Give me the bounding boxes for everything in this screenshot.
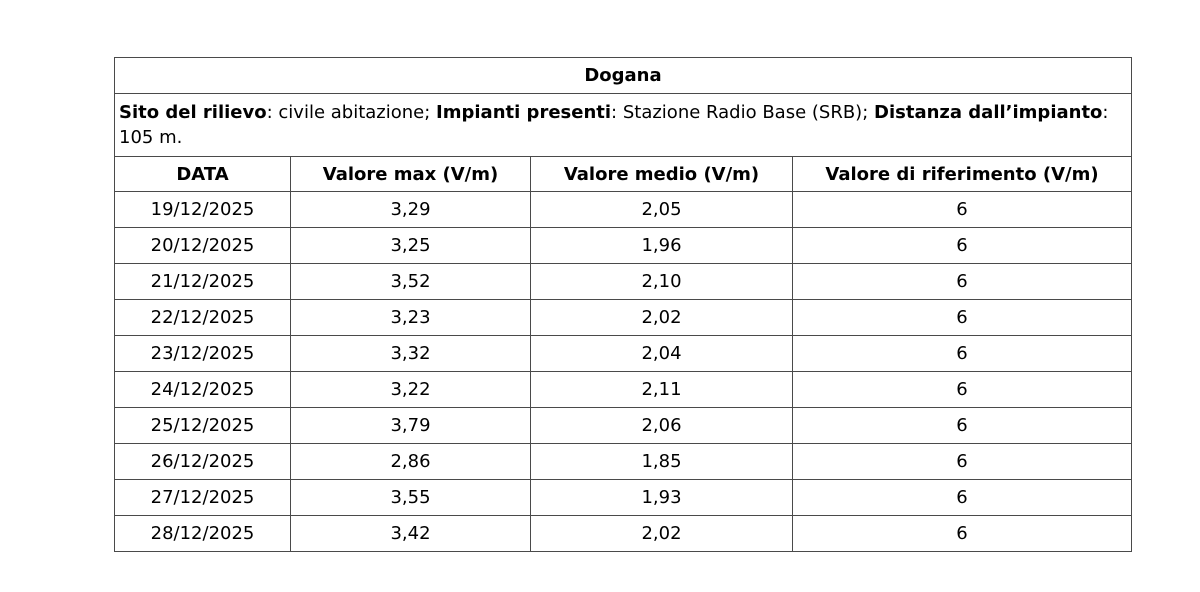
cell-date: 20/12/2025 — [115, 228, 291, 264]
table-row — [115, 408, 1132, 444]
cell-mean: 2,02 — [531, 300, 793, 336]
cell-mean: 2,06 — [531, 408, 793, 444]
measurement-table — [114, 57, 1132, 552]
column-header-max: Valore max (V/m) — [291, 157, 531, 192]
plants-label: Impianti presenti — [436, 102, 612, 123]
cell-reference: 6 — [793, 444, 1132, 480]
cell-max: 3,55 — [291, 480, 531, 516]
cell-mean: 2,10 — [531, 264, 793, 300]
title-row — [115, 58, 1132, 94]
cell-reference: 6 — [793, 480, 1132, 516]
column-header-reference: Valore di riferimento (V/m) — [793, 157, 1132, 192]
distance-label: Distanza dall’impianto — [874, 102, 1103, 123]
site-label: Sito del rilievo — [119, 102, 267, 123]
table-row — [115, 336, 1132, 372]
cell-date: 23/12/2025 — [115, 336, 291, 372]
column-header-mean: Valore medio (V/m) — [531, 157, 793, 192]
cell-mean: 2,05 — [531, 192, 793, 228]
cell-max: 2,86 — [291, 444, 531, 480]
cell-reference: 6 — [793, 336, 1132, 372]
cell-max: 3,32 — [291, 336, 531, 372]
cell-max: 3,25 — [291, 228, 531, 264]
table-row — [115, 264, 1132, 300]
cell-reference: 6 — [793, 264, 1132, 300]
cell-reference: 6 — [793, 192, 1132, 228]
cell-date: 22/12/2025 — [115, 300, 291, 336]
cell-date: 26/12/2025 — [115, 444, 291, 480]
table-row — [115, 372, 1132, 408]
cell-max: 3,23 — [291, 300, 531, 336]
table-row — [115, 300, 1132, 336]
cell-date: 21/12/2025 — [115, 264, 291, 300]
cell-mean: 2,11 — [531, 372, 793, 408]
cell-date: 24/12/2025 — [115, 372, 291, 408]
table-row — [115, 228, 1132, 264]
cell-reference: 6 — [793, 516, 1132, 552]
column-header-date: DATA — [115, 157, 291, 192]
site-info: Sito del rilievo: civile abitazione; Impianti presenti: Stazione Radio Base (SRB); Distanza dall’impianto: 105 m. — [115, 94, 1132, 157]
cell-reference: 6 — [793, 300, 1132, 336]
table-row — [115, 444, 1132, 480]
cell-date: 25/12/2025 — [115, 408, 291, 444]
cell-reference: 6 — [793, 372, 1132, 408]
cell-max: 3,42 — [291, 516, 531, 552]
cell-reference: 6 — [793, 228, 1132, 264]
cell-mean: 1,85 — [531, 444, 793, 480]
header-row — [115, 157, 1132, 192]
cell-mean: 1,93 — [531, 480, 793, 516]
table-row — [115, 516, 1132, 552]
plants-value: Stazione Radio Base (SRB) — [622, 102, 863, 123]
table-row — [115, 480, 1132, 516]
table-row — [115, 192, 1132, 228]
cell-mean: 1,96 — [531, 228, 793, 264]
cell-reference: 6 — [793, 408, 1132, 444]
cell-mean: 2,04 — [531, 336, 793, 372]
info-row — [115, 94, 1132, 157]
cell-max: 3,52 — [291, 264, 531, 300]
cell-date: 27/12/2025 — [115, 480, 291, 516]
distance-value: 105 m. — [119, 127, 183, 148]
cell-max: 3,22 — [291, 372, 531, 408]
cell-mean: 2,02 — [531, 516, 793, 552]
site-value: civile abitazione — [278, 102, 425, 123]
cell-date: 28/12/2025 — [115, 516, 291, 552]
cell-max: 3,79 — [291, 408, 531, 444]
cell-max: 3,29 — [291, 192, 531, 228]
table-title: Dogana — [115, 58, 1132, 94]
cell-date: 19/12/2025 — [115, 192, 291, 228]
